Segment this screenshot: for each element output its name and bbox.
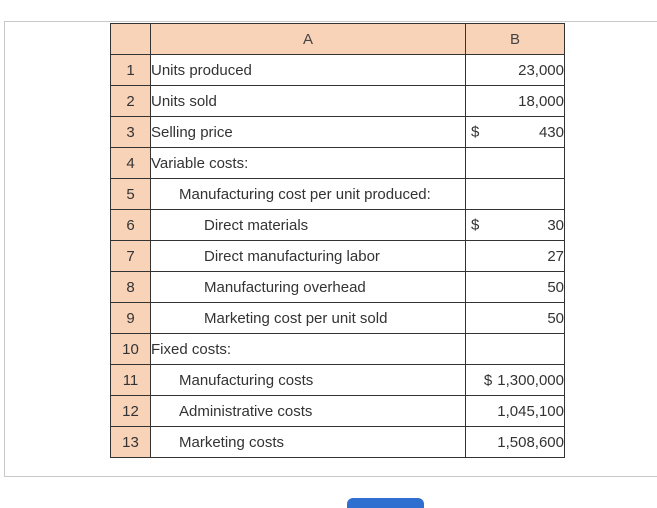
currency-symbol: $ [483, 371, 493, 389]
value-cell [466, 86, 565, 117]
value-cell [466, 55, 565, 86]
table-row [111, 427, 565, 458]
table-row [111, 179, 565, 210]
column-header-row [111, 24, 565, 55]
value-cell [466, 179, 565, 210]
row-number: 7 [111, 241, 151, 272]
row-number: 13 [111, 427, 151, 458]
column-header-a: A [151, 24, 466, 55]
value-cell [466, 148, 565, 179]
value-text: 50 [547, 278, 564, 296]
value-text: 1,508,600 [497, 433, 564, 451]
table-row [111, 334, 565, 365]
currency-symbol: $ [471, 216, 480, 234]
currency-symbol: $ [471, 123, 480, 141]
table-row [111, 365, 565, 396]
row-number: 11 [111, 365, 151, 396]
label-cell: Marketing costs [151, 427, 466, 458]
row-number: 2 [111, 86, 151, 117]
table-row [111, 86, 565, 117]
value-text: 30 [547, 216, 564, 234]
table-row [111, 210, 565, 241]
value-text: 50 [547, 309, 564, 327]
label-cell: Administrative costs [151, 396, 466, 427]
spreadsheet-table [110, 23, 565, 458]
label-cell: Manufacturing cost per unit produced: [151, 179, 466, 210]
label-cell: Manufacturing overhead [151, 272, 466, 303]
table-row [111, 396, 565, 427]
value-cell [466, 117, 565, 148]
value-cell [466, 303, 565, 334]
value-cell [466, 396, 565, 427]
value-cell [466, 210, 565, 241]
label-cell: Selling price [151, 117, 466, 148]
section-label-cell: Variable costs: [151, 148, 466, 179]
row-number: 10 [111, 334, 151, 365]
row-number: 6 [111, 210, 151, 241]
table-row [111, 303, 565, 334]
row-number: 12 [111, 396, 151, 427]
value-cell [466, 427, 565, 458]
label-cell: Units sold [151, 86, 466, 117]
table-row [111, 241, 565, 272]
label-cell: Marketing cost per unit sold [151, 303, 466, 334]
table-row [111, 148, 565, 179]
label-cell: Units produced [151, 55, 466, 86]
value-text: 1,045,100 [497, 402, 564, 420]
table-row [111, 117, 565, 148]
value-text: 430 [538, 123, 564, 141]
row-number: 4 [111, 148, 151, 179]
value-cell [466, 272, 565, 303]
row-number: 1 [111, 55, 151, 86]
row-number: 8 [111, 272, 151, 303]
partially-visible-button[interactable] [347, 498, 424, 508]
row-number: 5 [111, 179, 151, 210]
row-number: 3 [111, 117, 151, 148]
corner-header [111, 24, 151, 55]
section-label-cell: Fixed costs: [151, 334, 466, 365]
value-text: 1,300,000 [497, 371, 564, 389]
value-cell [466, 365, 565, 396]
table-row [111, 55, 565, 86]
value-cell [466, 241, 565, 272]
label-cell: Manufacturing costs [151, 365, 466, 396]
label-cell: Direct manufacturing labor [151, 241, 466, 272]
table-row [111, 272, 565, 303]
value-text: 23,000 [518, 61, 564, 79]
column-header-b: B [466, 24, 565, 55]
value-cell [466, 334, 565, 365]
row-number: 9 [111, 303, 151, 334]
label-cell: Direct materials [151, 210, 466, 241]
value-text: 27 [547, 247, 564, 265]
value-text: 18,000 [518, 92, 564, 110]
